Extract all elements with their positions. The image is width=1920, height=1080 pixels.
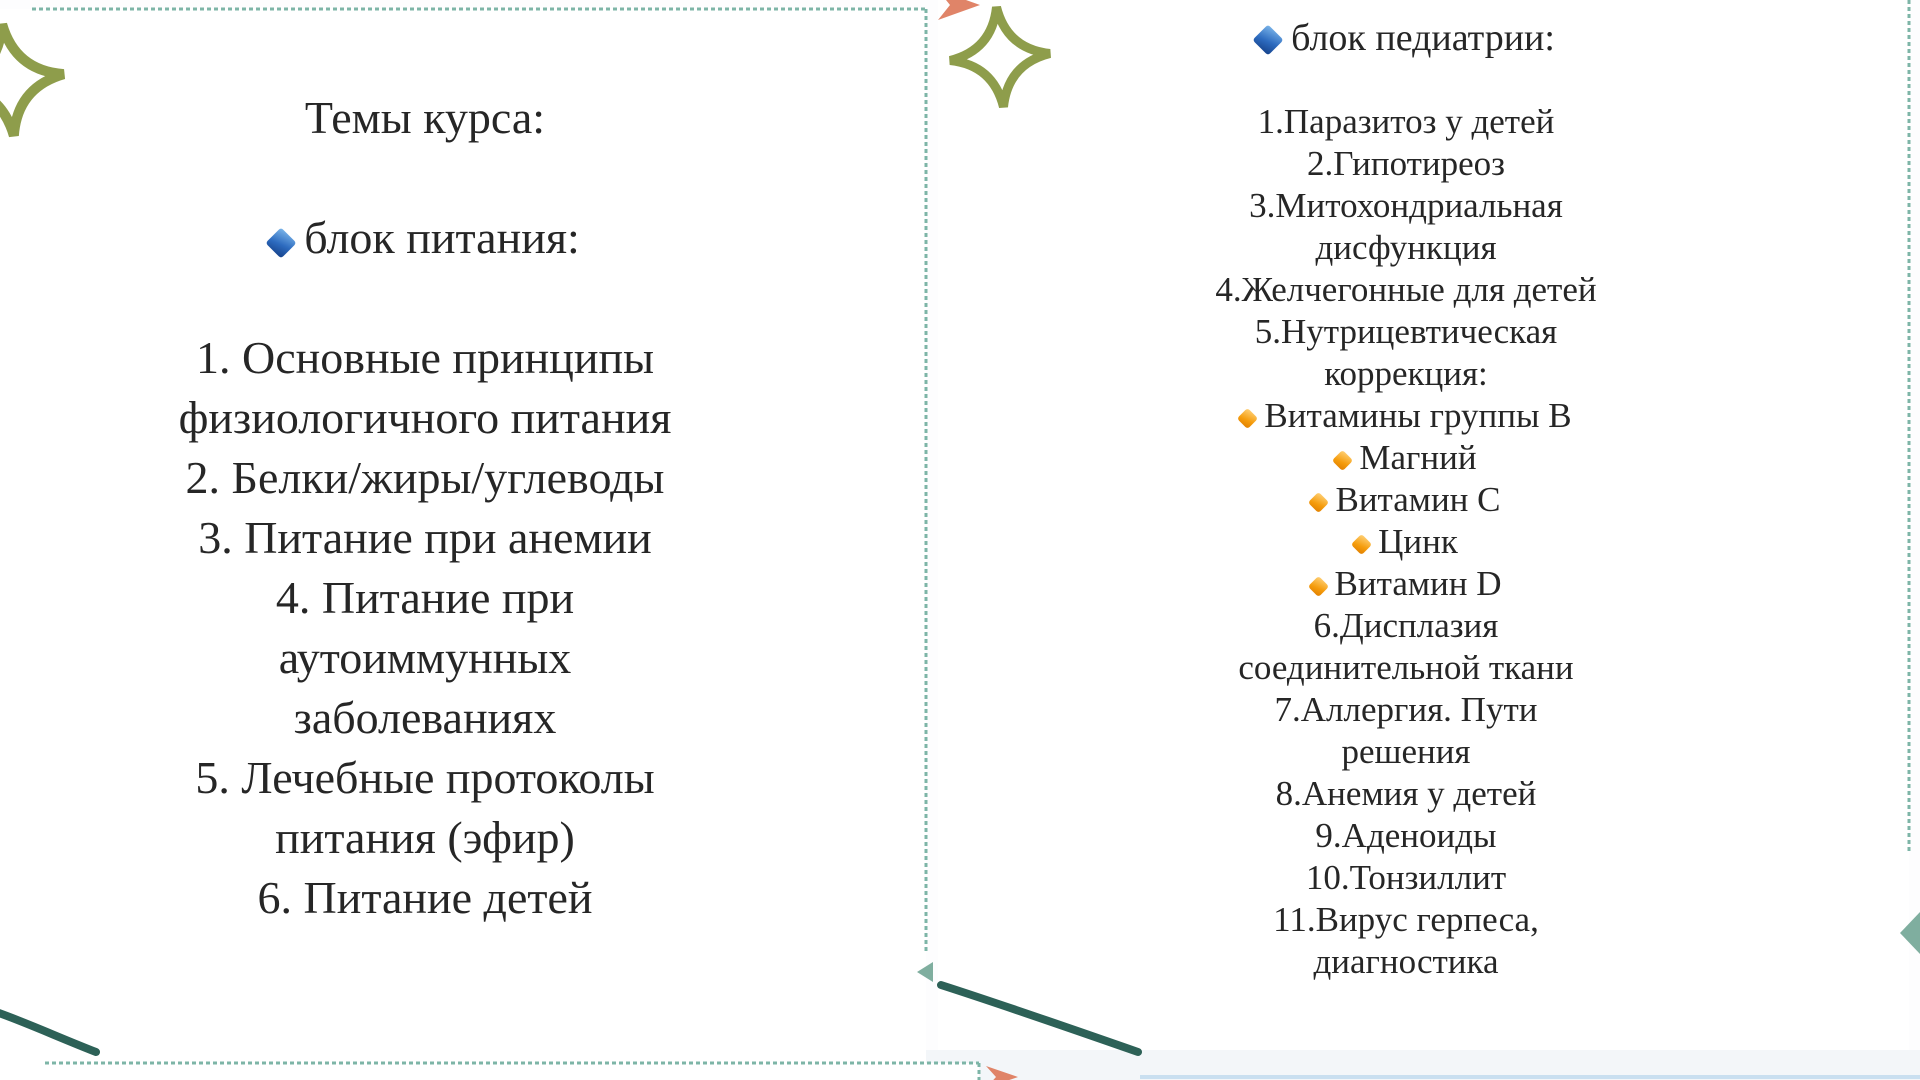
list-line <box>946 227 1866 269</box>
list-line <box>0 148 850 208</box>
list-line <box>946 311 1866 353</box>
line-text <box>419 152 431 203</box>
orange-diamond-icon <box>1332 450 1353 471</box>
list-line <box>946 143 1866 185</box>
line-text: Витамины группы В <box>1264 396 1572 435</box>
line-text: 2. Белки/жиры/углеводы <box>185 452 665 503</box>
line-text: 5.Нутрицевтическая <box>1254 312 1558 351</box>
line-text: Темы курса: <box>304 92 546 143</box>
line-text <box>419 272 431 323</box>
line-text: соединительной ткани <box>1238 648 1574 687</box>
line-text: 3.Митохондриальная <box>1249 186 1563 225</box>
pediatrics-topics-list <box>946 17 1866 983</box>
list-line <box>946 773 1866 815</box>
line-text: Магний <box>1359 438 1477 477</box>
orange-diamond-icon <box>1351 534 1372 555</box>
line-text: физиологичного питания <box>178 392 672 443</box>
list-line <box>946 101 1866 143</box>
list-line <box>0 568 850 628</box>
line-text: блок питания: <box>304 212 580 263</box>
blue-diamond-icon <box>1253 24 1284 55</box>
line-text: 1.Паразитоз у детей <box>1257 102 1555 141</box>
line-text: аутоиммунных <box>278 632 572 683</box>
line-text: заболеваниях <box>293 692 557 743</box>
list-line <box>946 269 1866 311</box>
line-text: 1. Основные принципы <box>195 332 655 383</box>
line-text: Витамин C <box>1335 480 1501 519</box>
line-text: 4.Желчегонные для детей <box>1215 270 1597 309</box>
line-text: 3. Питание при анемии <box>198 512 652 563</box>
list-line <box>0 748 850 808</box>
list-line <box>0 808 850 868</box>
line-text: 2.Гипотиреоз <box>1306 144 1506 183</box>
orange-diamond-icon <box>1307 576 1328 597</box>
line-text: коррекция: <box>1324 354 1488 393</box>
line-text: блок педиатрии: <box>1291 17 1555 59</box>
list-line <box>946 731 1866 773</box>
line-text: 5. Лечебные протоколы <box>195 752 655 803</box>
orange-diamond-icon <box>1308 492 1329 513</box>
nutrition-topics-list <box>0 88 850 928</box>
line-text: Витамин D <box>1334 564 1502 603</box>
line-text: 4. Питание при <box>275 572 575 623</box>
line-text: 8.Анемия у детей <box>1275 774 1537 813</box>
list-line <box>0 508 850 568</box>
line-text: дисфункция <box>1315 228 1497 267</box>
line-text: 7.Аллергия. Пути <box>1274 690 1538 729</box>
list-line <box>0 448 850 508</box>
list-line <box>946 815 1866 857</box>
line-text: решения <box>1341 732 1471 771</box>
list-line <box>946 185 1866 227</box>
list-line <box>0 88 850 148</box>
list-line <box>946 353 1866 395</box>
list-line <box>946 605 1866 647</box>
list-line <box>946 899 1866 941</box>
line-text: 11.Вирус герпеса, <box>1273 900 1539 939</box>
list-line <box>946 647 1866 689</box>
list-line <box>946 395 1866 437</box>
list-line <box>0 208 850 268</box>
list-line <box>0 868 850 928</box>
blue-diamond-icon <box>266 227 297 258</box>
line-text: 6. Питание детей <box>257 872 593 923</box>
next-slide-edge <box>0 1063 979 1080</box>
line-text: питания (эфир) <box>275 812 575 863</box>
list-line <box>946 689 1866 731</box>
list-line <box>946 17 1866 59</box>
list-line <box>0 688 850 748</box>
list-line <box>0 628 850 688</box>
line-text: диагностика <box>1313 942 1499 981</box>
list-line <box>0 328 850 388</box>
list-line <box>0 388 850 448</box>
list-line <box>946 59 1866 101</box>
line-text: 9.Аденоиды <box>1315 816 1497 855</box>
line-text: 10.Тонзиллит <box>1305 858 1507 897</box>
line-text <box>1402 60 1411 99</box>
orange-diamond-icon <box>1237 408 1258 429</box>
list-line <box>946 941 1866 983</box>
line-text: 6.Дисплазия <box>1313 606 1499 645</box>
line-text: Цинк <box>1378 522 1458 561</box>
list-line <box>946 479 1866 521</box>
list-line <box>946 437 1866 479</box>
list-line <box>946 563 1866 605</box>
list-line <box>946 857 1866 899</box>
slide-gap-band <box>926 1050 1920 1080</box>
list-line <box>0 268 850 328</box>
list-line <box>946 521 1866 563</box>
